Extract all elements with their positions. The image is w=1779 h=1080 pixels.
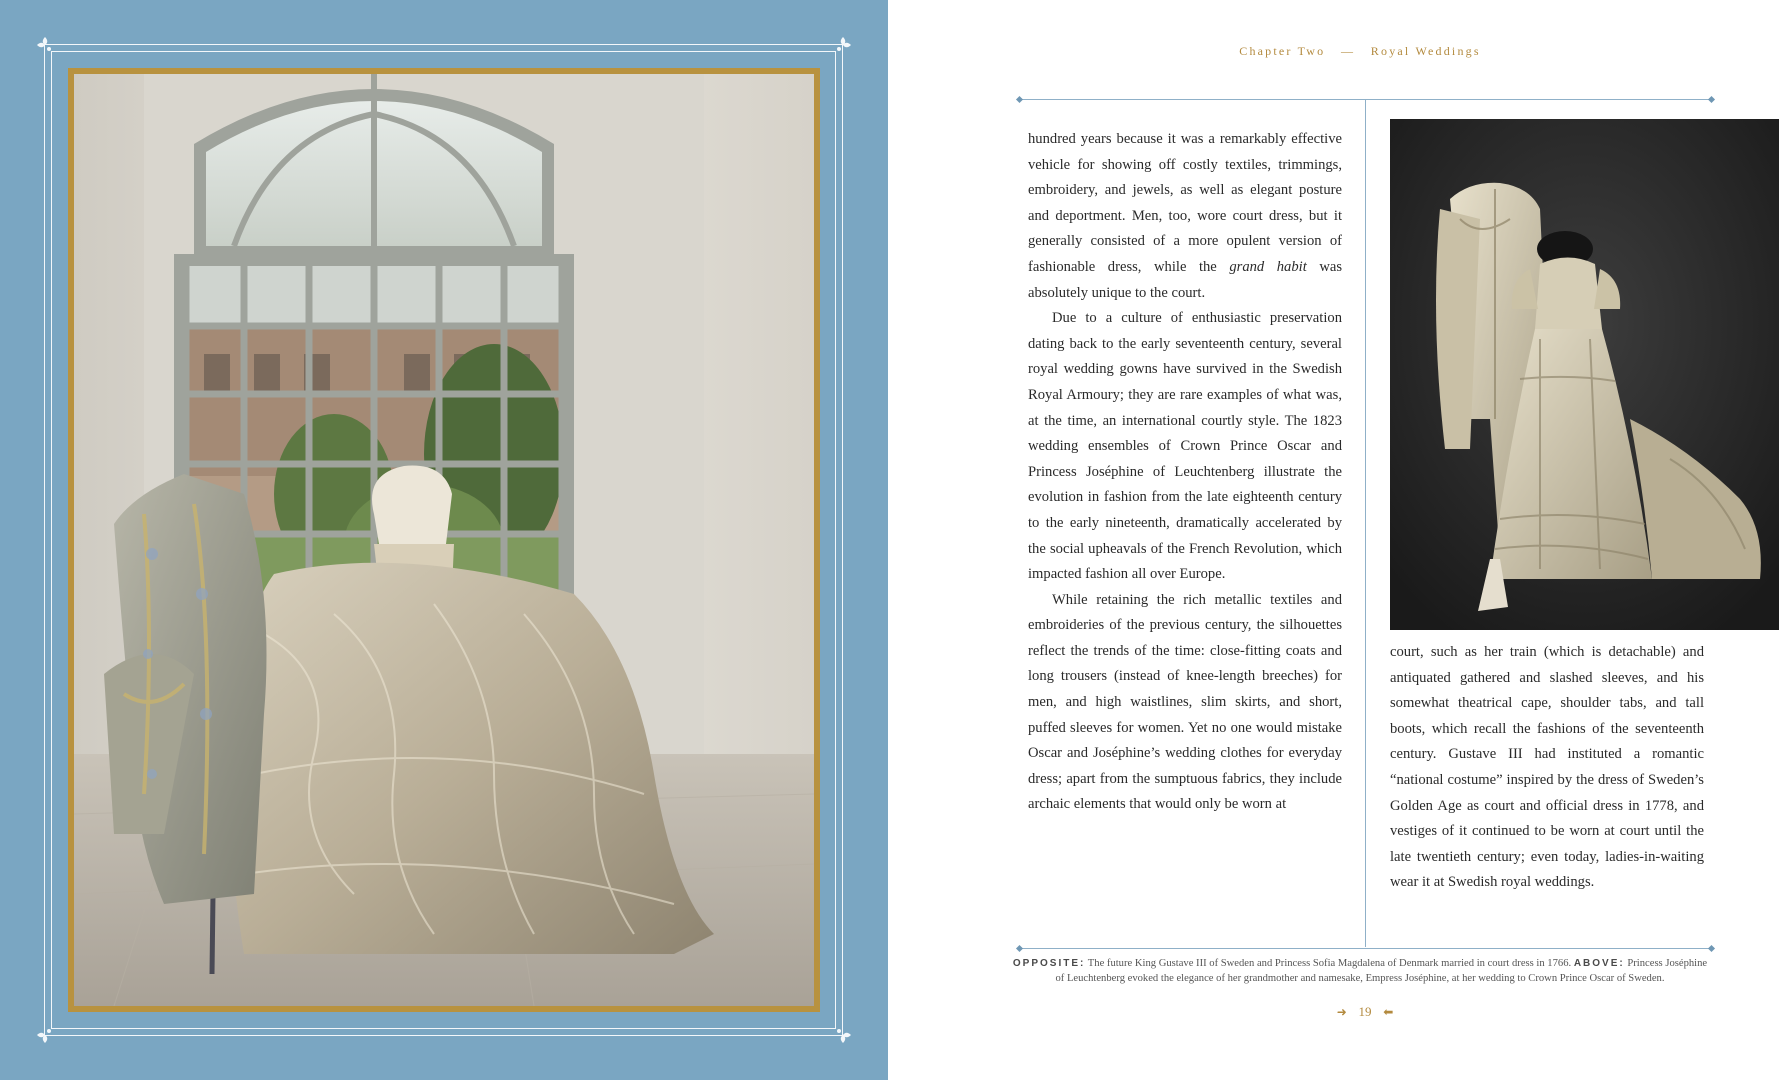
corner-ornament-icon bbox=[34, 1024, 56, 1046]
wedding-ensembles-illustration bbox=[1390, 119, 1779, 630]
body-column-right bbox=[1390, 640, 1704, 896]
arrow-right-icon: ➜ bbox=[1336, 1005, 1347, 1019]
court-dress-illustration bbox=[74, 74, 814, 1006]
running-head-separator: — bbox=[1340, 44, 1356, 58]
column-divider bbox=[1365, 99, 1366, 947]
left-page bbox=[0, 0, 888, 1080]
bottom-rule bbox=[1019, 948, 1711, 949]
paragraph-4: court, such as her train (which is detachable) and antiquated gathered and slashed sleeves, and his somewhat theatrical cape, shoulder tabs, and tall boots, which recall the fashions of the seventeenth century. Gustave III had instituted a romantic “national costume” inspired by the dress of Sweden’s Golden Age as court and official dress in 1778, and vestiges of it continued to be worn at court until the late twentieth century; even today, ladies-in-waiting wear it at Swedish royal weddings. bbox=[1390, 644, 1704, 891]
chapter-label: Chapter Two bbox=[1239, 44, 1326, 58]
folio bbox=[1295, 1004, 1435, 1020]
paragraph-2: Due to a culture of enthusiastic preservation dating back to the early seventeenth century, several royal wedding gowns have survived in the Swedish Royal Armoury; they are rare examples of what was, at the time, an international courtly style. The 1823 wedding ensembles of Crown Prince Oscar and Princess Joséphine of Leuchtenberg illustrate the evolution in fashion from the late eighteenth century to the early nineteenth, dramatically accelerated by the social upheavals of the French Revolution, which impacted fashion all over Europe. bbox=[1028, 310, 1342, 583]
section-label: Royal Weddings bbox=[1370, 44, 1481, 58]
caption-label-opposite: OPPOSITE: bbox=[1012, 958, 1086, 969]
corner-ornament-icon bbox=[832, 1024, 854, 1046]
running-head bbox=[1150, 44, 1570, 59]
court-dress-photo bbox=[74, 74, 814, 1006]
arrow-left-icon: ⬅ bbox=[1383, 1005, 1394, 1019]
corner-ornament-icon bbox=[34, 34, 56, 56]
paragraph-1-text-end: was absolutely unique to the court. bbox=[1028, 258, 1343, 301]
page-number: 19 bbox=[1358, 1004, 1372, 1019]
paragraph-1-text: hundred years because it was a remarkably effective vehicle for showing off costly textiles, trimmings, embroidery, and jewels, as well as elegant posture and deportment. Men, too, wore court dress, but it generally consisted of a more opulent version of fashionable dress, while the bbox=[1028, 131, 1342, 275]
caption-text-above: Princess Joséphine of Leuchtenberg evoked the elegance of her grandmother and namesake, Empress Joséphine, at her wedding to Crown Prince Oscar of Sweden. bbox=[1055, 958, 1708, 984]
wedding-ensembles-photo bbox=[1390, 119, 1779, 630]
corner-ornament-icon bbox=[832, 34, 854, 56]
paragraph-1-italic: grand habit bbox=[1229, 258, 1307, 275]
photo-caption bbox=[1010, 956, 1710, 986]
caption-label-above: ABOVE: bbox=[1573, 958, 1625, 969]
body-column-left bbox=[1028, 127, 1342, 818]
caption-text-opposite: The future King Gustave III of Sweden and Princess Sofia Magdalena of Denmark married in court dress in 1766. bbox=[1087, 958, 1572, 969]
paragraph-3: While retaining the rich metallic textiles and embroideries of the previous century, the silhouettes reflect the trends of the time: close-fitting coats and long trousers (instead of knee-length breeches) for men, and high waistlines, slim skirts, and short, puffed sleeves for women. Yet no one would mistake Oscar and Joséphine’s wedding clothes for everyday dress; apart from the sumptuous fabrics, they include archaic elements that would only be worn at bbox=[1028, 591, 1342, 813]
paragraph-1 bbox=[1028, 127, 1342, 306]
